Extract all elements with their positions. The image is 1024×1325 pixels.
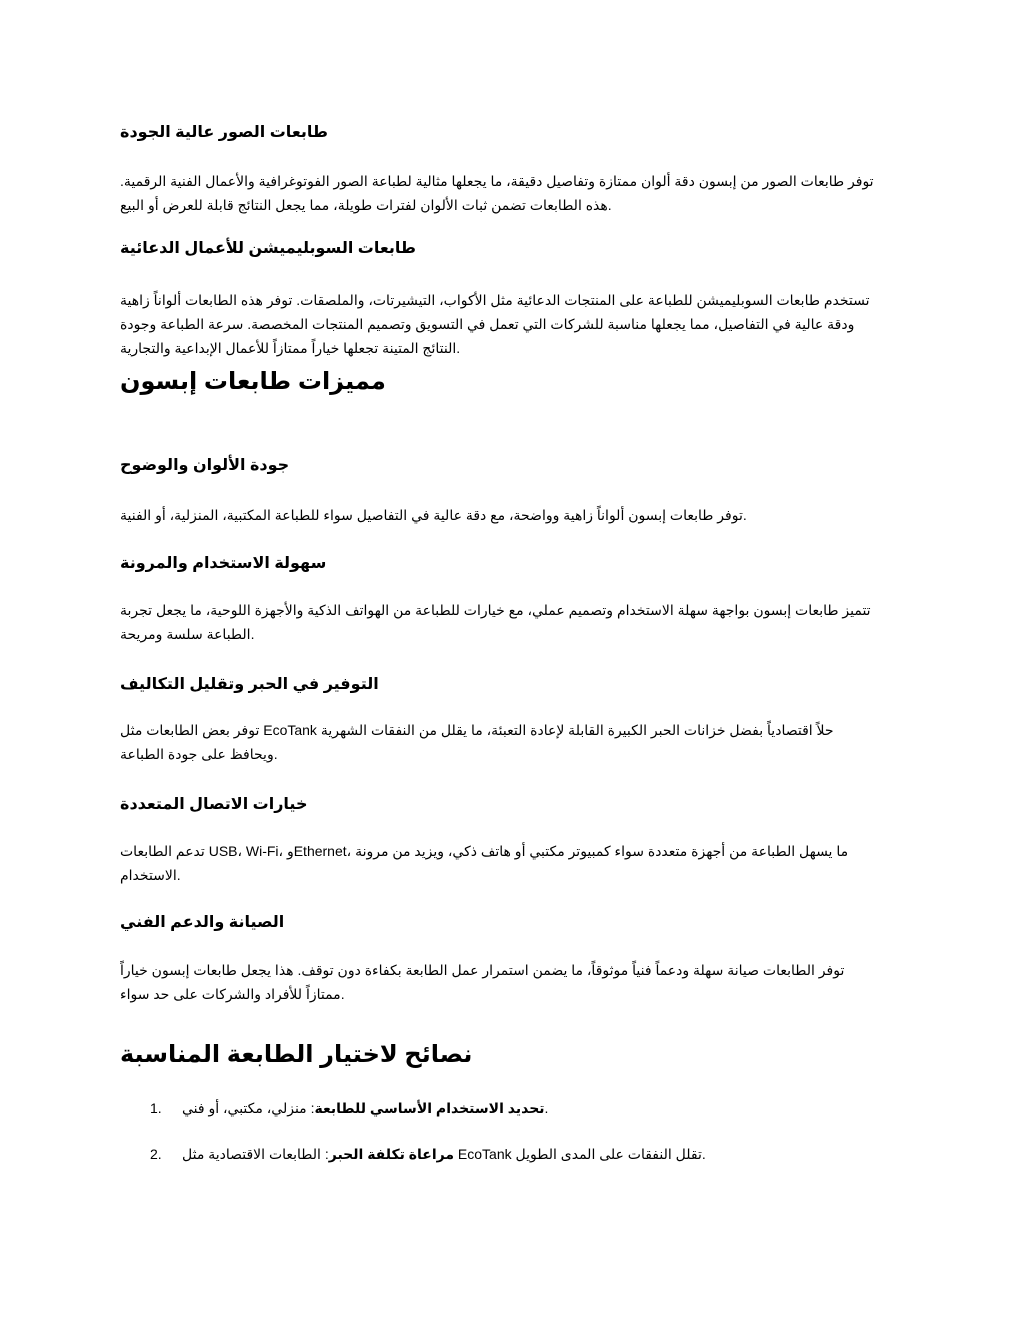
section-text-photo-printers: توفر طابعات الصور من إبسون دقة ألوان ممتازة وتفاصيل دقيقة، ما يجعلها مثالية لطباعة الصور الفوتوغرافية والأعمال الفنية الرقمية. هذه الطابعات تضمن ثبات الألوان لفترات طويلة، مما يجعل النتائج قابلة للعرض أو البيع. — [120, 173, 874, 213]
tip-text: : منزلي، مكتبي، أو فني. — [182, 1100, 549, 1116]
tip-bold: مراعاة تكلفة الحبر — [328, 1146, 455, 1162]
feature-text-connectivity: تدعم الطابعات USB، Wi-Fi، وEthernet، ما يسهل الطباعة من أجهزة متعددة سواء كمبيوتر مكتبي أو هاتف ذكي، ويزيد من مرونة الاستخدام. — [120, 843, 849, 883]
feature-text-ink: توفر بعض الطابعات مثل EcoTank حلاً اقتصادياً بفضل خزانات الحبر الكبيرة القابلة لإعادة التعبئة، ما يقلل من النفقات الشهرية ويحافظ على جودة الطباعة. — [120, 722, 834, 762]
feature-text-support: توفر الطابعات صيانة سهلة ودعماً فنياً موثوقاً، ما يضمن استمرار عمل الطابعة بكفاءة دون توقف. هذا يجعل طابعات إبسون خياراً ممتازاً للأفراد والشركات على حد سواء. — [120, 962, 845, 1002]
feature-heading-connectivity: خيارات الاتصال المتعددة — [120, 796, 308, 813]
tip-text: : الطابعات الاقتصادية مثل EcoTank تقلل النفقات على المدى الطويل. — [182, 1146, 706, 1162]
feature-heading-color: جودة الألوان والوضوح — [120, 457, 290, 474]
list-number: 2. — [150, 1146, 162, 1162]
tip-list-item — [150, 1146, 706, 1163]
feature-heading-ease: سهولة الاستخدام والمرونة — [120, 555, 327, 572]
section-text-sublimation: تستخدم طابعات السوبليميشن للطباعة على المنتجات الدعائية مثل الأكواب، التيشيرتات، والملصقات. توفر هذه الطابعات ألواناً زاهية ودقة عالية في التفاصيل، مما يجعلها مناسبة للشركات التي تعمل في التسويق وتصميم المنتجات المخصصة. سرعة الطباعة وجودة النتائج المتينة تجعلها خياراً ممتازاً للأعمال الإبداعية والتجارية. — [120, 292, 870, 356]
feature-text-color: توفر طابعات إبسون ألواناً زاهية وواضحة، مع دقة عالية في التفاصيل سواء للطباعة المكتبية، المنزلية، أو الفنية. — [120, 507, 747, 523]
tips-title: نصائح لاختيار الطابعة المناسبة — [120, 1041, 473, 1068]
section-heading-sublimation: طابعات السوبليميشن للأعمال الدعائية — [120, 240, 416, 257]
tip-list-item — [150, 1100, 548, 1117]
feature-heading-ink: التوفير في الحبر وتقليل التكاليف — [120, 676, 379, 693]
tip-bold: تحديد الاستخدام الأساسي للطابعة — [314, 1100, 545, 1116]
list-number: 1. — [150, 1100, 162, 1116]
feature-text-ease: تتميز طابعات إبسون بواجهة سهلة الاستخدام وتصميم عملي، مع خيارات للطباعة من الهواتف الذكية والأجهزة اللوحية، ما يجعل تجربة الطباعة سلسة ومريحة. — [120, 602, 871, 642]
section-heading-photo-printers: طابعات الصور عالية الجودة — [120, 124, 328, 141]
feature-heading-support: الصيانة والدعم الفني — [120, 914, 285, 931]
features-title: مميزات طابعات إبسون — [120, 368, 386, 395]
